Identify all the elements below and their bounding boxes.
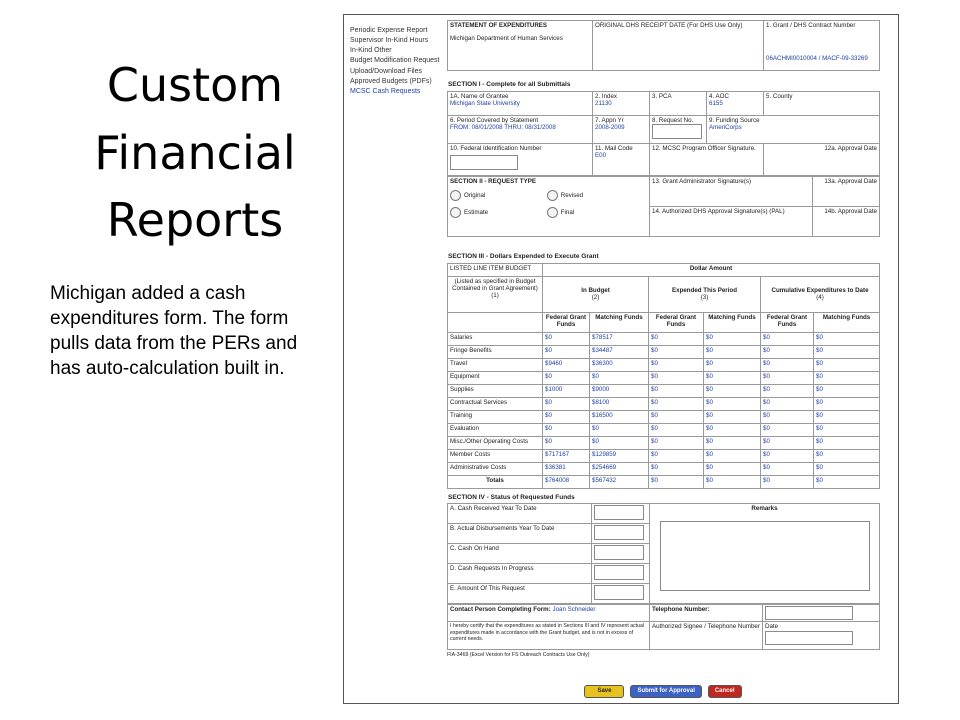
totals-cell: $0	[761, 475, 814, 488]
line-item-label: Supplies	[448, 384, 543, 397]
line-item-amount: $0	[704, 332, 761, 345]
line-item-amount: $0	[704, 371, 761, 384]
mail-code-value[interactable]: E00	[595, 152, 607, 160]
radio-original[interactable]	[450, 190, 545, 201]
budget-note-cell	[448, 276, 543, 312]
line-item-amount: $0	[761, 384, 814, 397]
receipt-date-label: ORIGINAL DHS RECEIPT DATE (For DHS Use Only)	[593, 21, 764, 71]
form-title: STATEMENT OF EXPENDITURES	[450, 22, 548, 29]
certification-text: I hereby certify that the expenditures as stated in Sections III and IV represent actual expenditures made in accordance with the Grant budget, and is not in excess of current needs.	[448, 622, 650, 650]
line-item-label: Travel	[448, 358, 543, 371]
line-item-amount: $254669	[590, 462, 649, 475]
appn-value[interactable]: 2008-2009	[595, 124, 625, 132]
line-item-amount: $0	[761, 423, 814, 436]
status-row-label: D. Cash Requests In Progress	[448, 564, 592, 584]
section1-table	[447, 91, 880, 176]
line-item-amount: $0	[704, 423, 761, 436]
line-item-amount: $16500	[590, 410, 649, 423]
actual-disbursements-input[interactable]	[594, 525, 644, 540]
mcsc-signature-label: 12. MCSC Program Officer Signature.	[652, 144, 756, 152]
line-item-label: Contractual Services	[448, 397, 543, 410]
line-item-amount: $0	[543, 436, 590, 449]
line-item-amount: $129859	[590, 449, 649, 462]
line-item-amount: $0	[761, 449, 814, 462]
section4-table	[447, 503, 880, 604]
line-item-label: Fringe Benefits	[448, 345, 543, 358]
radio-final[interactable]	[547, 209, 574, 216]
line-item-amount: $0	[704, 397, 761, 410]
line-item-amount: $0	[814, 397, 880, 410]
radio-icon	[450, 190, 461, 201]
group-expended-this-period: Expended This Period	[672, 286, 737, 294]
line-item-amount: $0	[543, 423, 590, 436]
request-no-label: 8. Request No.	[652, 116, 694, 124]
radio-icon	[450, 207, 461, 218]
radio-revised-label: Revised	[560, 192, 584, 200]
line-item-amount: $36300	[590, 358, 649, 371]
contract-value: 06ACHMI0010004 / MACF-09-33269	[766, 55, 868, 63]
line-item-amount: $36381	[543, 462, 590, 475]
line-item-row	[448, 384, 880, 397]
line-item-amount: $0	[543, 410, 590, 423]
remarks-cell	[650, 504, 880, 604]
line-item-amount: $0	[704, 410, 761, 423]
line-item-amount: $0	[704, 384, 761, 397]
form-header	[447, 20, 880, 71]
line-item-amount: $0	[814, 423, 880, 436]
line-item-amount: $0	[543, 397, 590, 410]
aoc-label: 4. AOC	[709, 92, 729, 100]
line-item-row	[448, 423, 880, 436]
contact-value[interactable]: Joan Schneider	[552, 606, 596, 614]
cash-received-input[interactable]	[594, 505, 644, 520]
line-item-amount: $0	[649, 462, 704, 475]
nav-item-upload-download-files[interactable]: Upload/Download Files	[350, 67, 422, 75]
group-cumulative-num: (4)	[816, 294, 824, 302]
line-item-row	[448, 462, 880, 475]
sub-federal-grant-funds: Federal Grant Funds	[761, 312, 814, 332]
line-item-amount: $0	[649, 384, 704, 397]
line-item-amount: $717167	[543, 449, 590, 462]
statement-of-expenditures-form	[447, 20, 879, 659]
group-in-budget-num: (2)	[591, 294, 600, 302]
line-item-amount: $0	[590, 423, 649, 436]
fed-id-label: 10. Federal Identification Number	[450, 144, 542, 152]
line-item-amount: $9460	[543, 358, 590, 371]
line-item-amount: $0	[761, 358, 814, 371]
slide-title-line: Custom	[106, 58, 284, 112]
line-item-amount: $0	[649, 397, 704, 410]
line-item-amount: $0	[761, 332, 814, 345]
radio-revised[interactable]	[547, 192, 583, 199]
line-item-amount: $0	[704, 436, 761, 449]
line-item-amount: $0	[543, 332, 590, 345]
line-item-amount: $0	[814, 358, 880, 371]
line-item-amount: $0	[649, 358, 704, 371]
totals-cell: $0	[649, 475, 704, 488]
section2-table	[447, 176, 880, 237]
line-item-amount: $0	[704, 449, 761, 462]
nav-item-approved-budgets[interactable]: Approved Budgets (PDFs)	[350, 77, 432, 85]
line-item-row	[448, 345, 880, 358]
line-item-row	[448, 358, 880, 371]
line-item-amount: $0	[543, 371, 590, 384]
totals-cell: $567432	[590, 475, 649, 488]
telephone-label: Telephone Number:	[650, 605, 763, 622]
remarks-textarea[interactable]	[660, 521, 870, 591]
line-item-amount: $0	[649, 371, 704, 384]
line-item-amount: $0	[543, 345, 590, 358]
status-row-label: B. Actual Disbursements Year To Date	[448, 524, 592, 544]
sidebar-nav	[350, 26, 442, 97]
index-label: 2. Index	[595, 92, 618, 100]
approval-date-12a-label: 12a. Approval Date	[824, 144, 877, 152]
form-footnote: FIA-3469 (Excel Version for FS Outreach Contracts Use Only)	[447, 652, 590, 659]
line-item-amount: $0	[814, 436, 880, 449]
line-item-amount: $0	[649, 345, 704, 358]
appn-label: 7. Appn Yr	[595, 116, 624, 124]
section4-title: SECTION IV - Status of Requested Funds	[448, 493, 575, 501]
date-input[interactable]	[765, 631, 853, 645]
line-item-amount: $0	[814, 371, 880, 384]
line-item-row	[448, 449, 880, 462]
line-item-row	[448, 371, 880, 384]
save-button[interactable]: Save	[584, 685, 624, 698]
grant-admin-signature-label: 13. Grant Administrator Signature(s)	[650, 176, 813, 206]
section3-title: SECTION III - Dollars Expended to Execute Grant	[448, 252, 599, 260]
period-value[interactable]: FROM: 08/01/2008 THRU: 08/31/2008	[450, 124, 556, 132]
line-item-amount: $0	[761, 371, 814, 384]
line-item-label: Misc./Other Operating Costs	[448, 436, 543, 449]
sub-matching-funds: Matching Funds	[590, 312, 649, 332]
sub-federal-grant-funds: Federal Grant Funds	[649, 312, 704, 332]
grantee-label: 1A. Name of Grantee	[450, 92, 509, 100]
contract-cell	[764, 21, 880, 71]
slide-title-line: Reports	[106, 193, 284, 248]
sub-matching-funds: Matching Funds	[704, 312, 761, 332]
line-item-amount: $0	[761, 462, 814, 475]
nav-item-budget-modification-request[interactable]: Budget Modification Request	[350, 57, 440, 65]
pca-label: 3. PCA	[652, 92, 672, 100]
radio-estimate[interactable]	[450, 207, 545, 218]
line-item-label: Training	[448, 410, 543, 423]
dollar-amount-header: Dollar Amount	[543, 263, 880, 276]
line-item-amount: $8100	[590, 397, 649, 410]
line-item-label: Evaluation	[448, 423, 543, 436]
sub-matching-funds: Matching Funds	[814, 312, 880, 332]
status-row-label: A. Cash Received Year To Date	[448, 504, 592, 524]
line-item-amount: $0	[590, 436, 649, 449]
line-item-amount: $0	[814, 345, 880, 358]
cancel-button[interactable]: Cancel	[708, 685, 742, 698]
totals-cell: $0	[814, 475, 880, 488]
nav-item-periodic-expense-report[interactable]: Periodic Expense Report	[350, 27, 428, 34]
line-item-amount: $0	[649, 410, 704, 423]
line-item-amount: $0	[649, 423, 704, 436]
sub-federal-grant-funds: Federal Grant Funds	[543, 312, 590, 332]
line-item-amount: $0	[761, 397, 814, 410]
contract-label: 1. Grant / DHS Contract Number	[766, 22, 856, 29]
submit-for-approval-button[interactable]: Submit for Approval	[630, 685, 701, 698]
nav-item-supervisor-in-kind-hours[interactable]: Supervisor In-Kind Hours	[350, 37, 429, 45]
group-cumulative: Cumulative Expenditures to Date	[771, 286, 869, 294]
line-item-amount: $34487	[590, 345, 649, 358]
header-title-cell	[448, 21, 593, 71]
funding-source-value[interactable]: AmeriCorps	[709, 124, 742, 132]
request-no-input[interactable]	[652, 124, 702, 139]
authorized-signee-label: Authorized Signee / Telephone Number	[650, 622, 763, 650]
dhs-approval-signature-label: 14. Authorized DHS Approval Signature(s) (PAL)	[650, 206, 813, 236]
radio-final-label: Final	[560, 209, 575, 217]
contact-label: Contact Person Completing Form:	[450, 606, 551, 614]
aoc-value[interactable]: 6155	[709, 100, 723, 108]
section1-title: SECTION I - Complete for all Submittals	[448, 81, 571, 88]
line-item-amount: $0	[761, 410, 814, 423]
status-row-label: E. Amount Of This Request	[448, 584, 592, 604]
line-item-amount: $9000	[590, 384, 649, 397]
line-item-amount: $0	[761, 345, 814, 358]
mail-code-label: 11. Mail Code	[595, 144, 633, 152]
county-label: 5. County	[766, 92, 793, 100]
line-item-label: Equipment	[448, 371, 543, 384]
approval-date-14b-label: 14b. Approval Date	[813, 206, 880, 236]
amount-of-request-input[interactable]	[594, 585, 644, 600]
button-row	[447, 685, 879, 698]
status-row-label: C. Cash On Hand	[448, 544, 592, 564]
line-item-row	[448, 332, 880, 345]
line-item-amount: $0	[649, 332, 704, 345]
line-item-amount: $0	[704, 345, 761, 358]
line-item-row	[448, 410, 880, 423]
col1-number: (1)	[491, 292, 499, 300]
line-item-amount: $0	[814, 384, 880, 397]
line-item-amount: $0	[649, 436, 704, 449]
index-value[interactable]: 21130	[595, 100, 612, 108]
remarks-label: Remarks	[751, 505, 778, 513]
radio-original-label: Original	[464, 192, 486, 200]
nav-item-mcsc-cash-requests[interactable]: MCSC Cash Requests	[350, 87, 421, 95]
line-item-amount: $0	[649, 449, 704, 462]
line-item-amount: $0	[704, 358, 761, 371]
totals-cell: $0	[704, 475, 761, 488]
line-item-label: Salaries	[448, 332, 543, 345]
totals-cell: $764008	[543, 475, 590, 488]
budget-header: LISTED LINE ITEM BUDGET	[448, 263, 543, 276]
period-label: 6. Period Covered by Statement	[450, 116, 539, 124]
slide-title	[50, 52, 340, 255]
line-item-row	[448, 436, 880, 449]
cash-on-hand-input[interactable]	[594, 545, 644, 560]
line-item-amount: $1000	[543, 384, 590, 397]
section3-dollars-table	[447, 263, 880, 489]
telephone-input[interactable]	[765, 606, 853, 620]
request-type-cell	[448, 176, 650, 236]
budget-note: (Listed as specified in Budget Contained in Grant Agreement)	[452, 277, 538, 293]
line-item-amount: $0	[814, 410, 880, 423]
cash-requests-in-progress-input[interactable]	[594, 565, 644, 580]
totals-label: Totals	[448, 475, 543, 488]
date-label: Date	[765, 623, 779, 631]
line-item-amount: $0	[704, 462, 761, 475]
radio-icon	[547, 190, 558, 201]
radio-estimate-label: Estimate	[464, 209, 489, 217]
line-item-row	[448, 397, 880, 410]
contact-table	[447, 604, 880, 650]
form-screenshot	[343, 14, 899, 704]
section2-title: SECTION II - REQUEST TYPE	[450, 177, 536, 185]
line-item-amount: $0	[814, 332, 880, 345]
nav-item-in-kind-other[interactable]: In-Kind Other	[350, 47, 392, 55]
line-item-amount: $0	[814, 462, 880, 475]
slide-title-line: Financial	[94, 125, 296, 180]
line-item-label: Administrative Costs	[448, 462, 543, 475]
group-expended-num: (3)	[700, 294, 709, 302]
fed-id-input[interactable]	[450, 155, 518, 170]
line-item-amount: $0	[761, 436, 814, 449]
agency-name: Michigan Department of Human Services	[450, 35, 563, 43]
approval-date-13a-label: 13a. Approval Date	[813, 176, 880, 206]
slide-body-text: Michigan added a cash expenditures form. The form pulls data from the PERs and has auto-calculation built in.	[50, 283, 298, 379]
line-item-amount: $0	[590, 371, 649, 384]
funding-source-label: 9. Funding Source	[709, 116, 760, 124]
line-item-amount: $0	[814, 449, 880, 462]
dollar-rows	[448, 332, 880, 475]
radio-icon	[547, 207, 558, 218]
group-in-budget: In Budget	[581, 286, 610, 294]
line-item-amount: $78517	[590, 332, 649, 345]
grantee-value[interactable]: Michigan State University	[450, 100, 520, 108]
line-item-label: Member Costs	[448, 449, 543, 462]
